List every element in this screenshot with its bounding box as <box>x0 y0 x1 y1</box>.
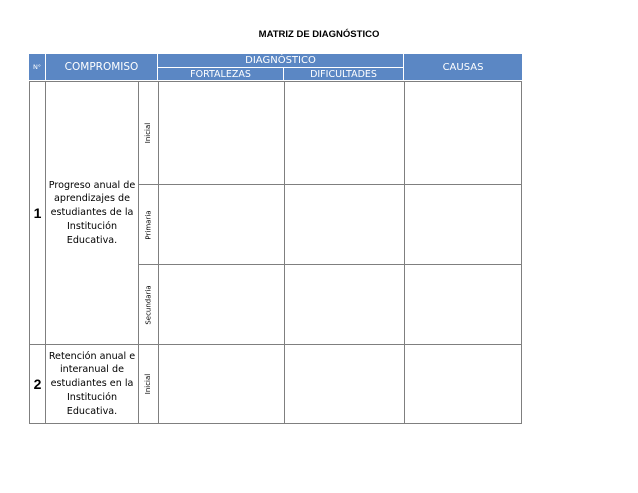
header-causas-label: CAUSAS <box>442 61 484 73</box>
row-1-level-primaria <box>138 184 159 265</box>
row-1-level-secundaria <box>138 264 159 345</box>
header-fortalezas <box>158 68 284 81</box>
row-1-primaria-causas <box>404 184 522 265</box>
header-fortalezas-label: FORTALEZAS <box>190 68 251 80</box>
header-compromiso <box>46 54 158 81</box>
row-1-inicial-fortalezas <box>158 81 285 185</box>
row-1-compromiso-text: Progreso anual de aprendizajes de estudiantes de la Institución Educativa. <box>48 179 136 246</box>
row-2-level-inicial <box>138 344 159 424</box>
row-2-level-inicial-text: Inicial <box>144 373 153 395</box>
row-2-number-text: 2 <box>33 376 42 392</box>
row-1-secundaria-causas <box>404 264 522 345</box>
row-2-compromiso-text: Retención anual e interanual de estudiantes en la Institución Educativa. <box>48 350 136 417</box>
header-num <box>29 54 46 81</box>
row-1-number-text: 1 <box>33 205 42 221</box>
header-diagnostico <box>158 54 404 68</box>
row-2-inicial-fortalezas <box>158 344 285 424</box>
row-2-inicial-dificultades <box>284 344 405 424</box>
row-1-primaria-dificultades <box>284 184 405 265</box>
header-causas <box>404 54 522 81</box>
row-2-inicial-causas <box>404 344 522 424</box>
row-2-compromiso <box>45 344 139 424</box>
row-1-level-inicial <box>138 81 159 185</box>
row-2-number <box>29 344 46 424</box>
header-diagnostico-label: DIAGNÓSTICO <box>245 55 316 66</box>
row-1-secundaria-fortalezas <box>158 264 285 345</box>
page-title: MATRIZ DE DIAGNÓSTICO <box>258 29 380 40</box>
row-1-inicial-causas <box>404 81 522 185</box>
row-1-level-primaria-text: Primaria <box>144 209 153 240</box>
header-compromiso-label: COMPROMISO <box>64 61 139 73</box>
row-1-number <box>29 81 46 345</box>
row-1-primaria-fortalezas <box>158 184 285 265</box>
row-1-secundaria-dificultades <box>284 264 405 345</box>
row-1-level-inicial-text: Inicial <box>144 122 153 144</box>
header-dificultades <box>284 68 404 81</box>
row-1-inicial-dificultades <box>284 81 405 185</box>
row-1-level-secundaria-text: Secundaria <box>144 284 153 325</box>
header-dificultades-label: DIFICULTADES <box>310 68 377 80</box>
header-num-label: N° <box>32 63 42 71</box>
row-1-compromiso <box>45 81 139 345</box>
